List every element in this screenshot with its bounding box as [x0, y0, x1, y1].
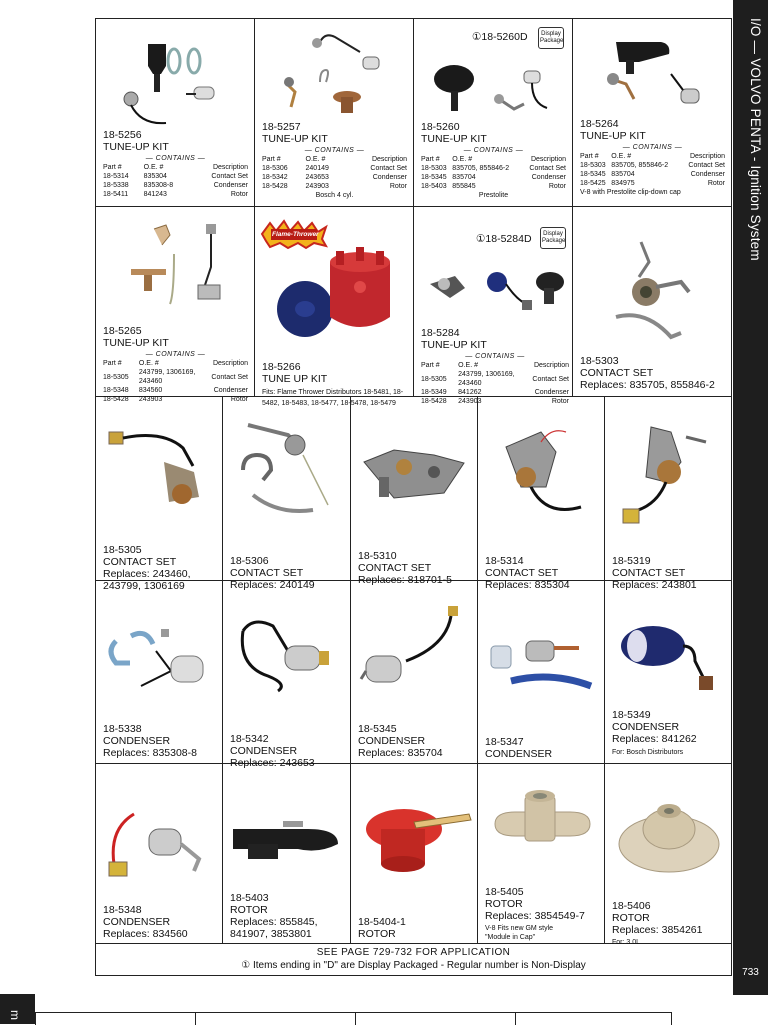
- replaces-text: Replaces: 3854549-7: [485, 910, 585, 922]
- brand-text: Flame-Thrower: [272, 231, 319, 238]
- condenser-image: [613, 616, 725, 696]
- part-title: TUNE-UP KIT: [103, 337, 169, 349]
- kit-note: Fits: Flame Thrower Distributors 18-5481, 18-5482, 18-5483, 18-5477, 18-5478, 18-5479: [262, 389, 404, 407]
- contact-set-image: [486, 417, 598, 527]
- part-note: For: 3.0L: [612, 939, 641, 946]
- part-title: TUNE-UP KIT: [262, 133, 328, 145]
- part-title: TUNE UP KIT: [262, 373, 328, 385]
- part-title: CONDENSER: [612, 721, 680, 733]
- kit-18-5260: [414, 19, 573, 207]
- part-title: CONDENSER: [103, 735, 171, 747]
- part-number: 18-5342: [230, 733, 269, 745]
- table-row: 18-5314 835304 Contact Set: [103, 173, 248, 180]
- replaces-text: Replaces: 243653: [230, 757, 315, 769]
- part-18-5310: [351, 397, 478, 586]
- table-row: 18-5305 243799, 1306169, 243460 Contact Set: [103, 369, 248, 385]
- table-row: 18-5345 835704 Condenser: [421, 174, 566, 181]
- contact-set-image: [359, 432, 471, 512]
- replaces-text: Replaces: 818701-5: [358, 574, 452, 586]
- contains-label: — CONTAINS —: [622, 144, 683, 151]
- table-row: 18-5411 841243 Rotor: [103, 191, 248, 198]
- part-number: 18-5338: [103, 723, 142, 735]
- part-title: TUNE-UP KIT: [421, 339, 487, 351]
- table-row: 18-5428 243903 Rotor: [262, 183, 407, 190]
- kit-contents-table: Part # O.E. # Description 18-5314 835304 Contact Set 18-5338 835308-8 Condenser 18-5411 841243 Rotor: [103, 164, 248, 198]
- kit-contents-table: Part # O.E. # Description 18-5303 835705, 855846-2 Contact Set 18-5345 835704 Condenser 18-5425 834975 Rotor: [580, 153, 725, 187]
- tune-up-kit-image: [126, 219, 231, 309]
- rotor-image: [228, 809, 346, 869]
- sidebar: [733, 0, 768, 995]
- part-number: 18-5257: [262, 121, 301, 133]
- part-title: ROTOR: [485, 898, 523, 910]
- table-row: 18-5403 855845 Rotor: [421, 183, 566, 190]
- contact-set-image: [601, 237, 701, 347]
- kit-18-5264: [573, 19, 731, 207]
- part-number: 18-5314: [485, 555, 524, 567]
- kit-note: Bosch 4 cyl.: [315, 192, 354, 199]
- bottom-tab: [0, 994, 35, 1024]
- part-18-5314: [478, 397, 605, 591]
- part-number: 18-5345: [358, 723, 397, 735]
- display-package-note: ① Items ending in "D" are Display Packaged - Regular number is Non-Display: [241, 960, 586, 971]
- kit-note: V-8 with Prestolite clip-down cap: [580, 189, 681, 196]
- tune-up-kit-image: [591, 34, 716, 119]
- table-row: 18-5349 841262 Condenser: [421, 389, 569, 396]
- replaces-text: Replaces: 835704: [358, 747, 443, 759]
- part-note: V-8 Fits new GM style "Module in Cap": [485, 925, 554, 941]
- part-title: CONDENSER: [485, 748, 553, 760]
- catalog-grid: [95, 18, 732, 976]
- part-18-5404-1: [351, 764, 478, 944]
- rotor-image: [490, 784, 595, 869]
- part-number: 18-5284: [421, 327, 460, 339]
- part-note: For: Bosch Distributors: [612, 749, 684, 756]
- part-number: 18-5319: [612, 555, 651, 567]
- replaces-text: Replaces: 835304: [485, 579, 570, 591]
- bottom-rule: [35, 1012, 672, 1025]
- part-18-5303: [573, 207, 731, 397]
- part-18-5406: [605, 764, 731, 944]
- part-title: TUNE-UP KIT: [103, 141, 169, 153]
- part-18-5405: [478, 764, 605, 944]
- part-title: TUNE-UP KIT: [421, 133, 487, 145]
- kit-contents-table: Part # O.E. # Description 18-5305 243799, 1306169, 243460 Contact Set 18-5348 834560 Condenser 18-5428 243903 Rotor: [103, 360, 248, 403]
- part-number: 18-5349: [612, 709, 651, 721]
- table-row: 18-5342 243653 Condenser: [262, 174, 407, 181]
- rotor-image: [359, 794, 474, 879]
- part-title: ROTOR: [358, 928, 396, 940]
- replaces-text: Replaces: 3854261: [612, 924, 703, 936]
- part-18-5305: [96, 397, 223, 592]
- part-number: 18-5310: [358, 550, 397, 562]
- condenser-image: [233, 611, 343, 696]
- display-package-badge: Display Package: [540, 227, 566, 249]
- contains-label: — CONTAINS —: [463, 147, 524, 154]
- rotor-image: [613, 789, 725, 884]
- display-kit-number: ①18-5260D: [472, 31, 528, 43]
- section-title: I/O — VOLVO PENTA - Ignition System: [748, 18, 763, 261]
- part-title: CONDENSER: [358, 735, 426, 747]
- part-18-5347: [478, 581, 605, 764]
- kit-contents-table: Part # O.E. # Description 18-5305 243799, 1306169, 243460 Contact Set 18-5349 841262 Condenser 18-5428 243903 Rotor: [421, 362, 569, 405]
- table-row: 18-5338 835308-8 Condenser: [103, 182, 248, 189]
- replaces-text: Replaces: 841262: [612, 733, 697, 745]
- part-title: ROTOR: [612, 912, 650, 924]
- part-number: 18-5403: [230, 892, 269, 904]
- part-18-5306: [223, 397, 351, 591]
- part-title: CONTACT SET: [230, 567, 304, 579]
- part-18-5338: [96, 581, 223, 764]
- part-title: CONDENSER: [230, 745, 298, 757]
- kit-contents-table: Part # O.E. # Description 18-5306 240149 Contact Set 18-5342 243653 Condenser 18-5428 243903 Rotor: [262, 156, 407, 190]
- flame-thrower-logo: [260, 219, 328, 249]
- kit-18-5265: [96, 207, 255, 403]
- kit-note: Prestolite: [478, 192, 509, 199]
- part-title: CONTACT SET: [358, 562, 432, 574]
- part-number: 18-5406: [612, 900, 651, 912]
- sidebar-title: [733, 0, 768, 300]
- part-number: 18-5260: [421, 121, 460, 133]
- table-row: 18-5348 834560 Condenser: [103, 387, 248, 394]
- replaces-text: Replaces: 243801: [612, 579, 697, 591]
- part-number: 18-5265: [103, 325, 142, 337]
- part-number: 18-5348: [103, 904, 142, 916]
- part-title: TUNE-UP KIT: [580, 130, 646, 142]
- part-18-5342: [223, 581, 351, 769]
- replaces-text: Replaces: 243460, 243799, 1306169: [103, 568, 191, 592]
- table-row: 18-5428 243903 Rotor: [421, 398, 569, 405]
- contact-set-image: [104, 422, 216, 517]
- display-kit-number: ①18-5284D: [476, 233, 532, 245]
- contact-set-image: [233, 415, 343, 525]
- part-title: CONTACT SET: [580, 367, 654, 379]
- contact-set-image: [611, 417, 723, 532]
- condenser-image: [486, 636, 598, 701]
- condenser-image: [101, 621, 216, 696]
- replaces-text: Replaces: 240149: [230, 579, 315, 591]
- table-row: 18-5303 835705, 855846-2 Contact Set: [580, 162, 725, 169]
- table-row: 18-5428 243903 Rotor: [103, 396, 248, 403]
- kit-18-5284: [414, 207, 573, 405]
- part-number: 18-5305: [103, 544, 142, 556]
- part-18-5319: [605, 397, 731, 591]
- contains-label: — CONTAINS —: [304, 147, 365, 154]
- bottom-tab-letter: m: [8, 1010, 22, 1020]
- part-number: 18-5256: [103, 129, 142, 141]
- kit-18-5257: [255, 19, 414, 207]
- table-row: 18-5303 835705, 855846-2 Contact Set: [421, 165, 566, 172]
- part-number: 18-5264: [580, 118, 619, 130]
- table-row: 18-5306 240149 Contact Set: [262, 165, 407, 172]
- kit-contents-table: Part # O.E. # Description 18-5303 835705, 855846-2 Contact Set 18-5345 835704 Condenser 18-5403 855845 Rotor: [421, 156, 566, 190]
- condenser-image: [356, 601, 471, 701]
- page-number: 733: [742, 967, 759, 978]
- part-number: 18-5306: [230, 555, 269, 567]
- display-package-badge: Display Package: [538, 27, 564, 49]
- contains-label: — CONTAINS —: [145, 351, 206, 358]
- part-number: 18-5347: [485, 736, 524, 748]
- replaces-text: Replaces: 835705, 855846-2: [580, 379, 715, 391]
- part-title: CONDENSER: [103, 916, 171, 928]
- tune-up-kit-image: [116, 39, 236, 129]
- part-18-5348: [96, 764, 223, 944]
- tune-up-kit-image: [275, 27, 395, 122]
- application-reference: SEE PAGE 729-732 FOR APPLICATION: [316, 947, 511, 958]
- replaces-text: Replaces: 855845, 841907, 3853801: [230, 916, 318, 940]
- part-title: ROTOR: [230, 904, 268, 916]
- tune-up-kit-image: [429, 59, 559, 124]
- contains-label: — CONTAINS —: [145, 155, 206, 162]
- kit-18-5256: [96, 19, 255, 207]
- replaces-text: Replaces: 834560: [103, 928, 188, 940]
- part-number: 18-5405: [485, 886, 524, 898]
- part-title: CONTACT SET: [485, 567, 559, 579]
- part-title: CONTACT SET: [612, 567, 686, 579]
- part-18-5349: [605, 581, 731, 764]
- part-number: 18-5266: [262, 361, 301, 373]
- table-row: 18-5425 834975 Rotor: [580, 180, 725, 187]
- part-18-5403: [223, 764, 351, 944]
- part-number: 18-5303: [580, 355, 619, 367]
- kit-18-5266: [255, 207, 414, 407]
- table-row: 18-5345 835704 Condenser: [580, 171, 725, 178]
- replaces-text: Replaces: 835308-8: [103, 747, 197, 759]
- part-title: CONTACT SET: [103, 556, 177, 568]
- footer-note: [96, 944, 731, 976]
- part-18-5345: [351, 581, 478, 764]
- tune-up-kit-image: [422, 262, 567, 317]
- part-number: 18-5404-1: [358, 916, 406, 928]
- contains-label: — CONTAINS —: [465, 353, 525, 360]
- condenser-image: [104, 804, 216, 884]
- table-row: 18-5305 243799, 1306169, 243460 Contact Set: [421, 371, 569, 387]
- distributor-cap-image: [270, 247, 405, 342]
